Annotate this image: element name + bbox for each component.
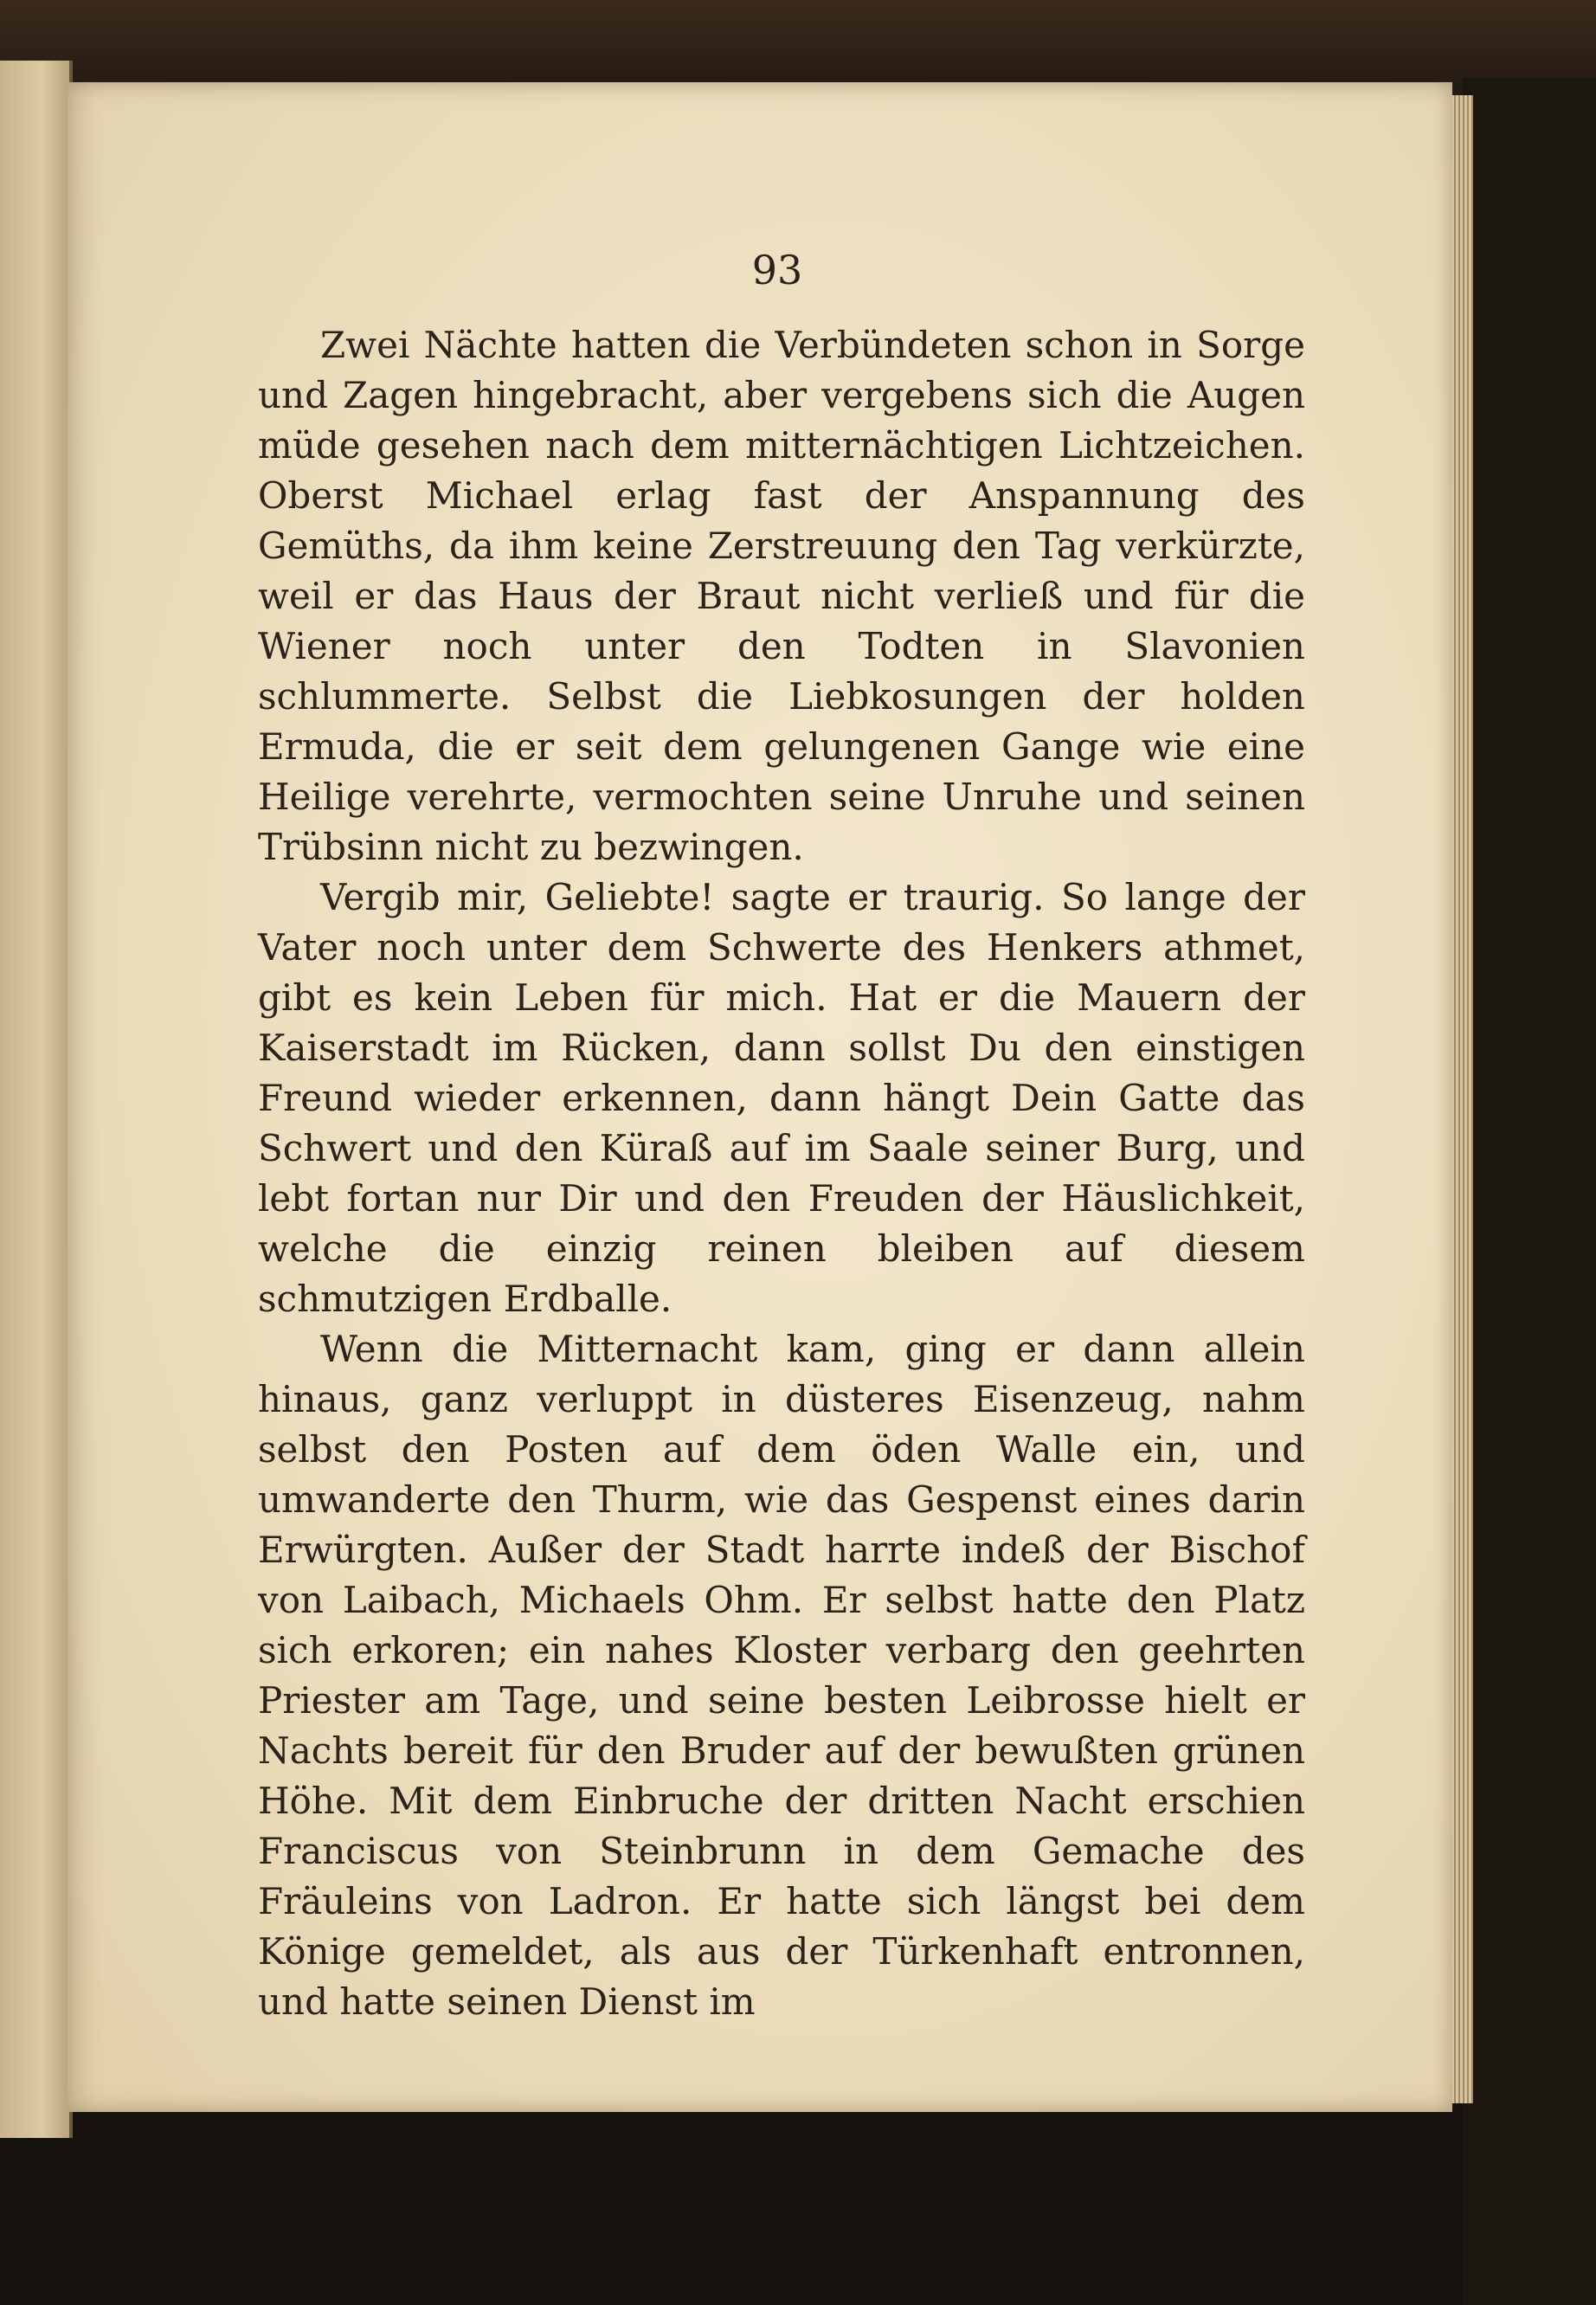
page-text — [258, 320, 1305, 2027]
page-number: 93 — [751, 247, 803, 293]
paragraph-2: Vergib mir, Geliebte! sagte er traurig. So lange der Vater noch unter dem Schwerte des Henkers athmet, gibt es kein Leben für mich. Hat er die Mauern der Kaiserstadt im Rücken, dann sollst Du den einstigen Freund wieder erkennen, dann hängt Dein Gatte das Schwert und den Küraß auf im Saale seiner Burg, und lebt fortan nur Dir und den Freuden der Häuslichkeit, welche die einzig reinen bleiben auf diesem schmutzigen Erdballe. — [258, 876, 1305, 1320]
book-cover-edge — [0, 0, 1596, 95]
previous-page-edge — [0, 61, 73, 2138]
paragraph-3: Wenn die Mitternacht kam, ging er dann allein hinaus, ganz verluppt in düsteres Eisenzeug, nahm selbst den Posten auf dem öden Walle ein, und umwanderte den Thurm, wie das Gespenst eines darin Erwürgten. Außer der Stadt harrte indeß der Bischof von Laibach, Michaels Ohm. Er selbst hatte den Platz sich erkoren; ein nahes Kloster verbarg den geehrten Priester am Tage, und seine besten Leibrosse hielt er Nachts bereit für den Bruder auf der bewußten grünen Höhe. Mit dem Einbruche der dritten Nacht erschien Franciscus von Steinbrunn in dem Gemache des Fräuleins von Ladron. Er hatte sich längst bei dem Könige gemeldet, als aus der Türkenhaft entronnen, und hatte seinen Dienst im — [258, 1328, 1305, 2023]
paragraph-1: Zwei Nächte hatten die Verbündeten schon in Sorge und Zagen hingebracht, aber vergebens sich die Augen müde gesehen nach dem mitternächtigen Lichtzeichen. Oberst Michael erlag fast der Anspannung des Gemüths, da ihm keine Zerstreuung den Tag verkürzte, weil er das Haus der Braut nicht verließ und für die Wiener noch unter den Todten in Slavonien schlummerte. Selbst die Liebkosungen der holden Ermuda, die er seit dem gelungenen Gange wie eine Heilige verehrte, vermochten seine Unruhe und seinen Trübsinn nicht zu bezwingen. — [258, 324, 1305, 868]
book-page — [68, 82, 1452, 2112]
book-cover-right — [1463, 78, 1596, 2305]
